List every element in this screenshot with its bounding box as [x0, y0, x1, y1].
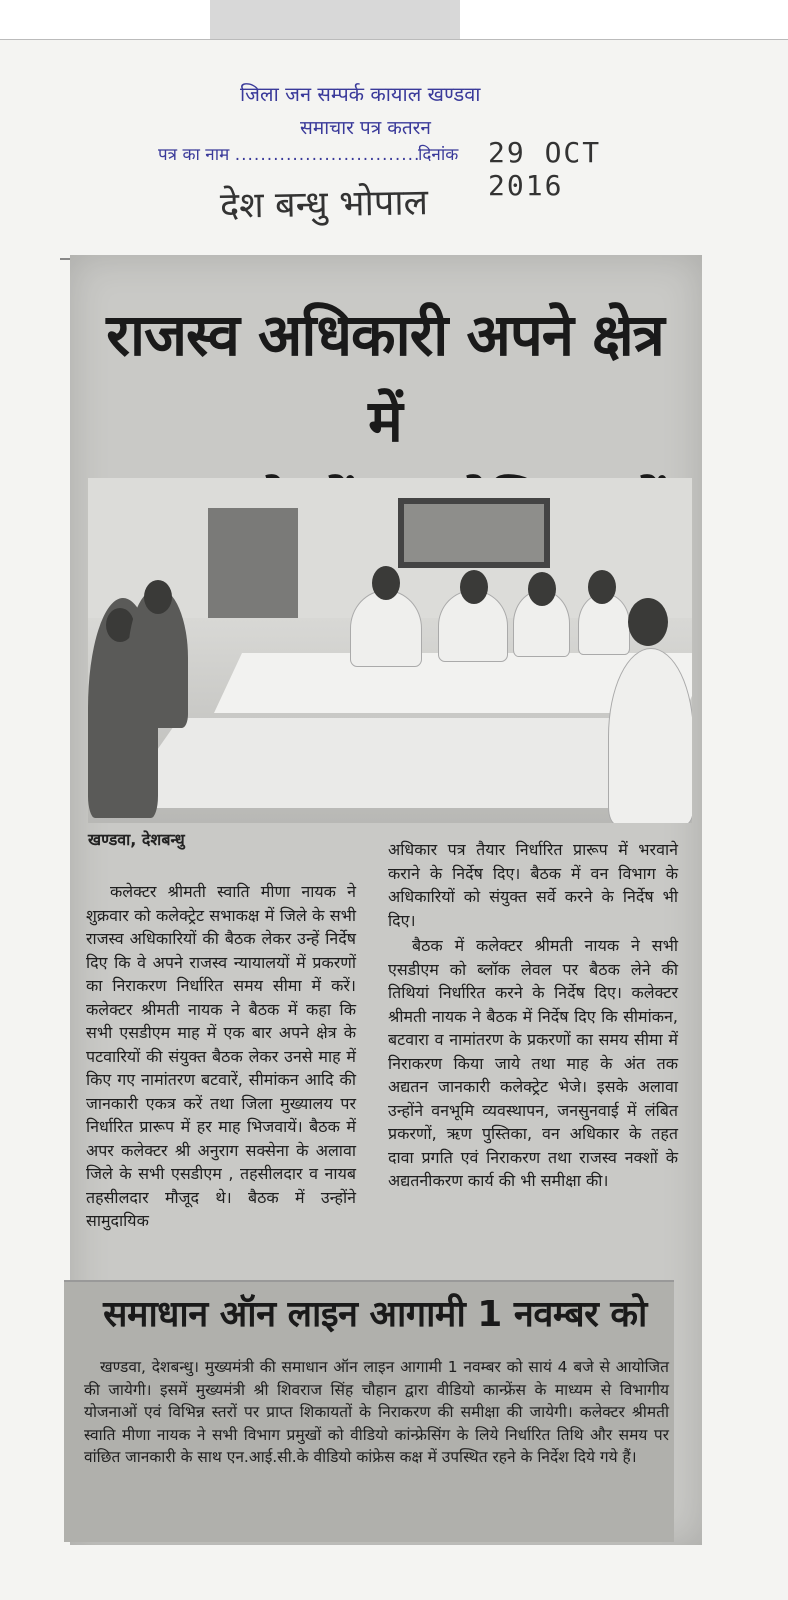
photo-person	[350, 590, 422, 667]
photo-person-head	[628, 598, 668, 646]
photo-person-head	[588, 570, 616, 604]
scan-top-bar	[0, 0, 788, 40]
stamp-paper-dots: .............................	[234, 145, 421, 165]
stamp-office-name: जिला जन सम्पर्क कायाल खण्डवा	[240, 82, 481, 106]
stamp-paper-row	[158, 136, 678, 202]
article-left-column: कलेक्टर श्रीमती स्वाति मीणा नायक ने शुक्रवार को कलेक्ट्रेट सभाकक्ष में जिले के सभी राजस्व अधिकारियों की बैठक लेकर उन्हें निर्देष दिए कि वे अपने राजस्व न्यायालयों में प्रकरणों का निराकरण निर्धारित समय सीमा में करें। कलेक्टर श्रीमती नायक ने बैठक में कहा कि सभी एसडीएम माह में एक बार अपने क्षेत्र के पटवारियों की संयुक्त बैठक लेकर उनसे माह में किए गए नामांतरण बटवारें, सीमांकन आदि की जानकारी एकत्र करें तथा जिला मुख्यालय पर निर्धारित प्रारूप में हर माह भिजवायें। बैठक में अपर कलेक्टर श्री अनुराग सक्सेना के अलावा जिले के सभी एसडीएम , तहसीलदार व नायब तहसीलदार मौजूद थे। बैठक में उन्होंने सामुदायिक	[86, 882, 356, 1230]
stamp-paper-label: पत्र का नाम	[158, 145, 230, 165]
photo-person-head	[528, 572, 556, 606]
headline-line-1: राजस्व अधिकारी अपने क्षेत्र में	[106, 301, 664, 455]
article-right-paragraph-2: बैठक में कलेक्टर श्रीमती नायक ने सभी एसडीएम को ब्लॉक लेवल पर बैठक लेने की तिथियां निर्धारित करने के निर्देष दिए। कलेक्टर श्रीमती नायक ने बैठक में निर्देष दिए कि सीमांकन, बटवारा व नामांतरण के प्रकरणों का समय सीमा में निराकरण किया जाये तथा माह के अंत तक अद्यतन जानकारी कलेक्ट्रेट भेजे। इसके अलावा उन्होंने वनभूमि व्यवस्थापन, जनसुनवाई में लंबित प्रकरणों, ऋण पुस्तिका, वन अधिकार के तहत दावा प्रगति एवं निराकरण तथा राजस्व नक्शों के अद्यतनीकरण कार्य की भी समीक्षा की।	[388, 936, 678, 1190]
stamp-subtitle: समाचार पत्र कतरन	[300, 117, 431, 139]
article-dateline: खण्डवा, देशबन्धु	[88, 830, 185, 849]
handwritten-paper-name: देश बन्धु भोपाल	[219, 182, 429, 227]
photo-door	[208, 508, 298, 618]
scan-top-grey-block	[210, 0, 460, 40]
photo-table-front	[116, 718, 692, 808]
news-box-title: समाधान ऑन लाइन आगामी 1 नवम्बर को	[103, 1294, 647, 1335]
stamp-date-label: दिनांक	[418, 145, 459, 165]
scan-top-divider	[0, 39, 788, 40]
article-right-column	[388, 838, 678, 1195]
stamp-date: 29 OCT 2016	[488, 136, 602, 202]
photo-person-head	[372, 566, 400, 600]
photo-person-head	[460, 570, 488, 604]
meeting-photo	[88, 478, 692, 823]
photo-person-head	[144, 580, 172, 614]
photo-person	[608, 648, 692, 823]
news-box-body: खण्डवा, देशबन्धु। मुख्यमंत्री की समाधान ऑन लाइन आगामी 1 नवम्बर को सायं 4 बजे से आयोजित की जायेगी। इसमें मुख्यमंत्री श्री शिवराज सिंह चौहान द्वारा वीडियो कान्फ्रेंस के माध्यम से विभागीय योजनाओं एवं विभिन्न स्तरों पर प्राप्त शिकायतों के निराकरण की समीक्षा की जायेगी। कलेक्टर श्रीमती स्वाति मीणा नायक ने सभी विभाग प्रमुखों को वीडियो कांन्फ्रेसिंग के लिये निर्धारित तिथि और समय पर वांछित जानकारी के साथ एन.आई.सी.के वीडियो कांफ्रेस कक्ष में उपस्थित रहने के निर्देश दिये गये हैं।	[84, 1358, 669, 1466]
article-right-paragraph-1: अधिकार पत्र तैयार निर्धारित प्रारूप में भरवाने कराने के निर्देष दिए। बैठक में वन विभाग के अधिकारियों को संयुक्त सर्वे करने के निर्देष भी दिए।	[388, 840, 678, 930]
photo-wall-frame	[398, 498, 550, 568]
